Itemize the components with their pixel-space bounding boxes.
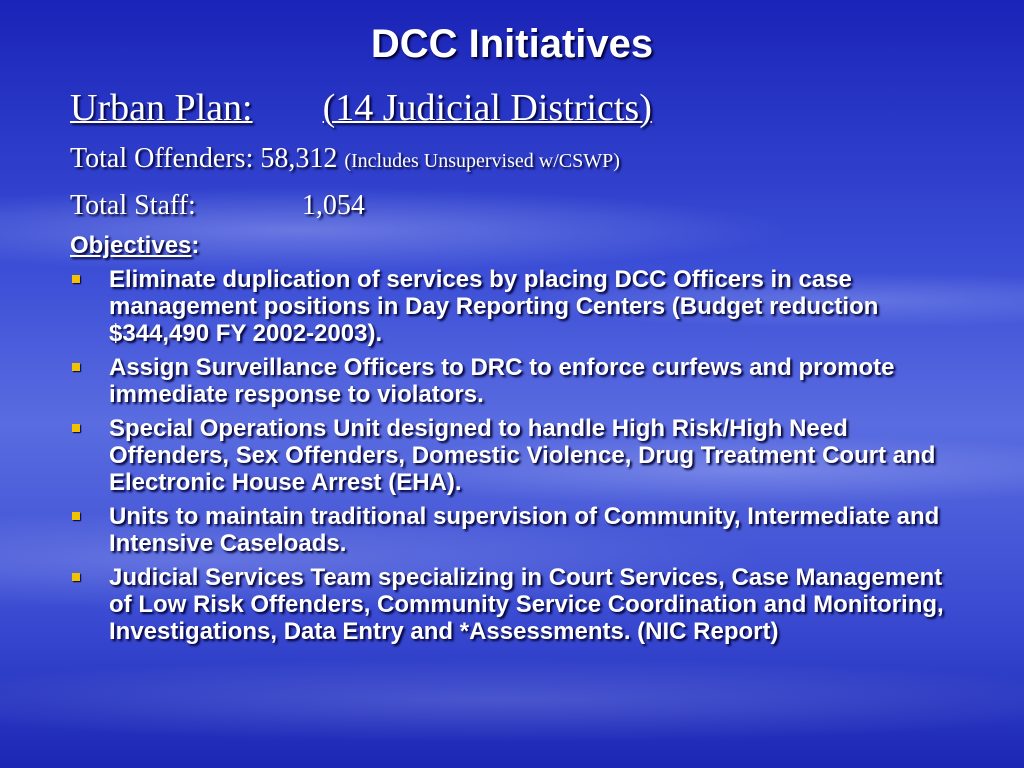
square-bullet-icon [72, 363, 80, 371]
list-item-text: Assign Surveillance Officers to DRC to enforce curfews and promote immediate response to violators. [109, 354, 895, 408]
urban-plan-label: Urban Plan: [70, 87, 253, 129]
list-item [70, 503, 970, 557]
total-staff-label: Total Staff: [70, 190, 196, 221]
list-item [70, 415, 970, 496]
list-item-text: Judicial Services Team specializing in Court Services, Case Management of Low Risk Offenders, Community Service Coordination and Monitoring, Investigations, Data Entry and *Assessments. (NIC Report) [109, 564, 944, 645]
list-item-text: Units to maintain traditional supervision of Community, Intermediate and Intensive Caseloads. [109, 503, 940, 557]
square-bullet-icon [72, 512, 80, 520]
objectives-heading [70, 232, 199, 260]
list-item-text: Special Operations Unit designed to handle High Risk/High Need Offenders, Sex Offenders, Domestic Violence, Drug Treatment Court and Electronic House Arrest (EHA). [109, 415, 936, 496]
square-bullet-icon [72, 275, 80, 283]
total-offenders-line [70, 143, 620, 175]
offenders-note: (Includes Unsupervised w/CSWP) [344, 150, 620, 172]
list-item [70, 266, 970, 347]
judicial-districts: (14 Judicial Districts) [322, 87, 652, 129]
list-item [70, 354, 970, 408]
list-item-text: Eliminate duplication of services by placing DCC Officers in case management positions in Day Reporting Centers (Budget reduction $344,490 FY 2002-2003). [109, 266, 879, 347]
objectives-colon: : [191, 232, 200, 259]
slide-title: DCC Initiatives [370, 22, 654, 66]
urban-plan-line [70, 86, 652, 130]
objectives-label: Objectives [70, 232, 192, 259]
total-offenders: Total Offenders: 58,312 [70, 143, 338, 174]
square-bullet-icon [72, 573, 80, 581]
total-staff-line [70, 190, 365, 222]
total-staff-value: 1,054 [301, 190, 365, 221]
list-item [70, 564, 970, 645]
square-bullet-icon [72, 424, 80, 432]
objectives-list [70, 266, 970, 652]
